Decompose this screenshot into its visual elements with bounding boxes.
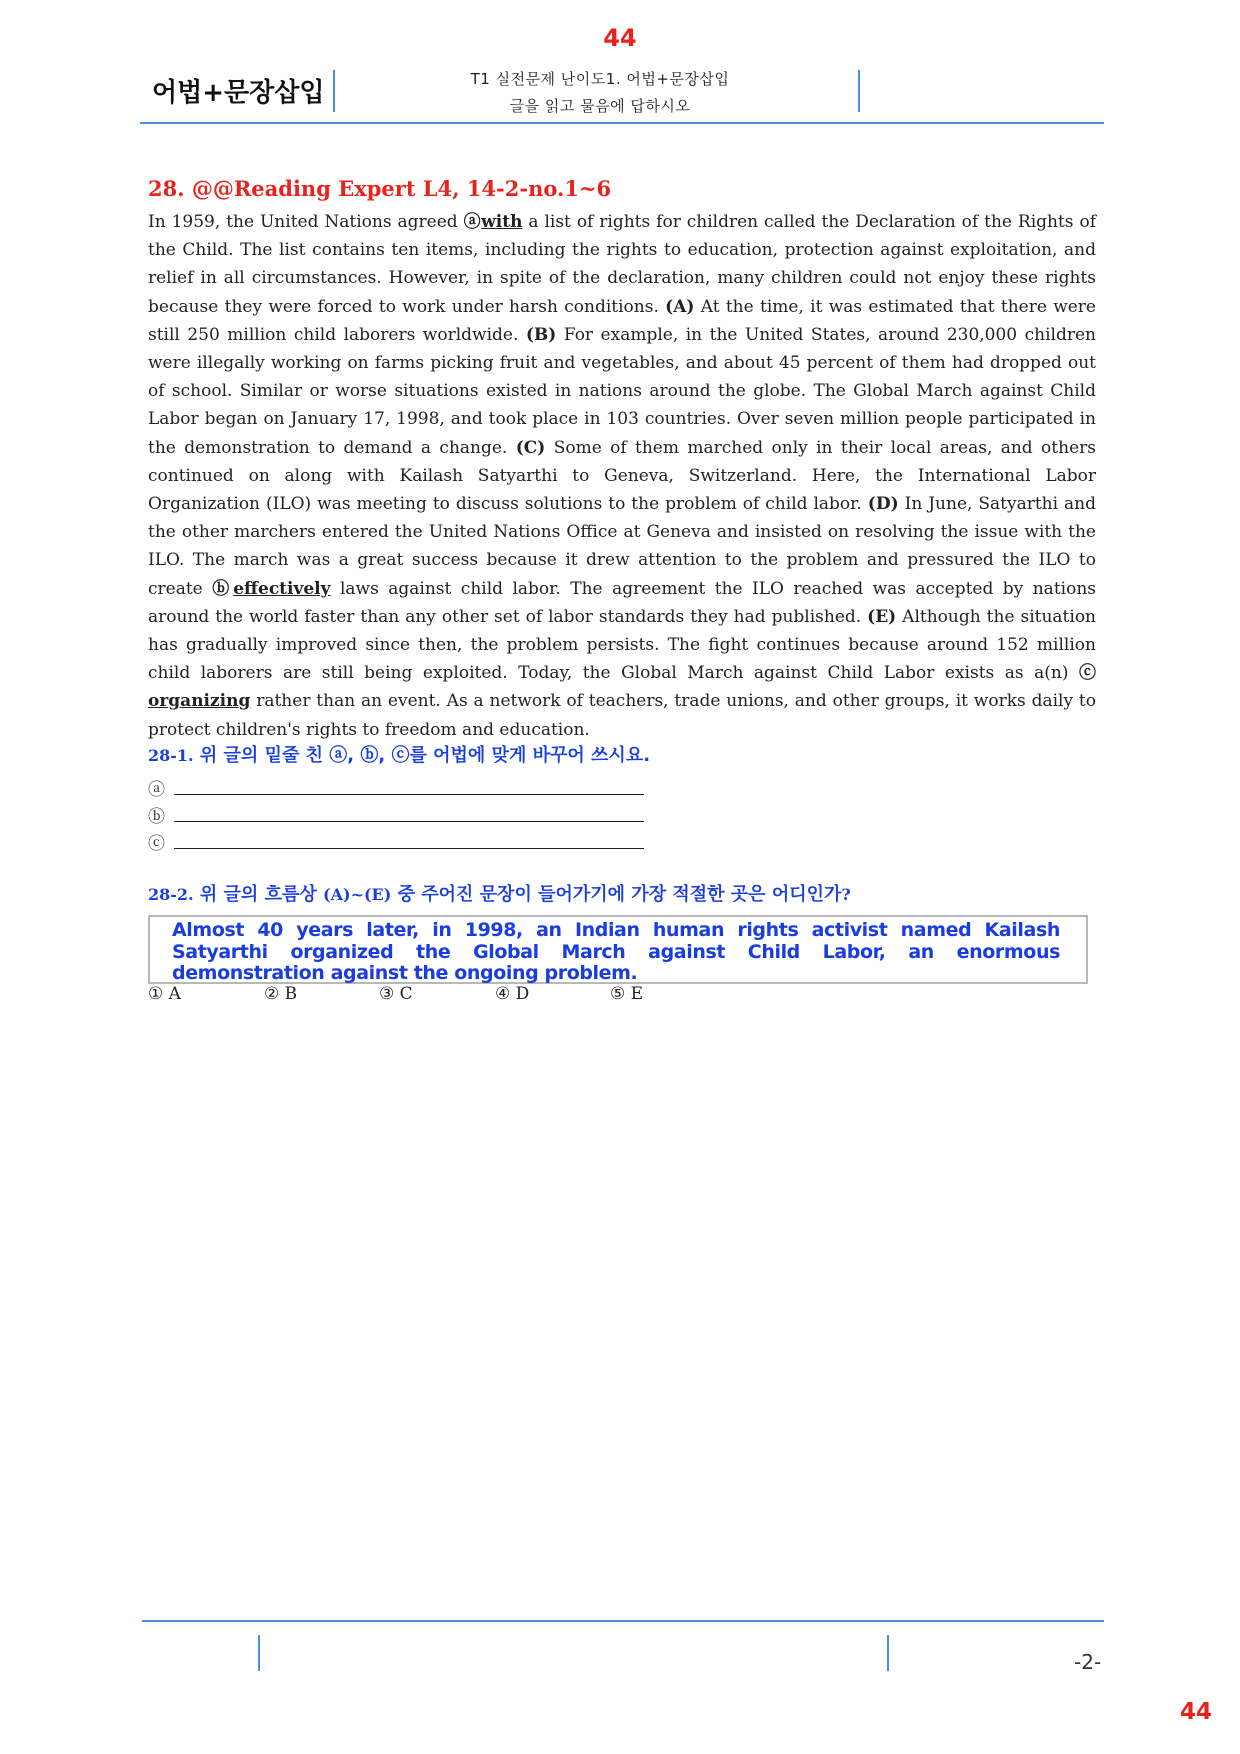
marker-C: (C) [515,437,546,458]
page-number-top: 44 [603,24,637,52]
page-number-bottom: 44 [1180,1699,1213,1725]
marker-E: (E) [867,606,897,627]
question-title: 28. @@Reading Expert L4, 14-2-no.1~6 [148,176,612,201]
header-subtitle-1: T1 실전문제 난이도1. 어법+문장삽입 [470,70,730,88]
marker-B: (B) [525,324,557,345]
header-divider-left [333,70,335,112]
underlined-word-a: with [481,212,523,232]
choice-4[interactable]: ④ D [495,984,530,1004]
footer-rule [142,1620,1104,1622]
footer-divider-right [887,1635,889,1671]
header-subtitle-2: 글을 읽고 물음에 답하시오 [509,97,691,115]
answer-line-b[interactable]: ⓑ [148,802,644,827]
mark-c: ⓒ [1079,663,1096,684]
choice-5[interactable]: ⑤ E [610,984,644,1004]
sub-question-2-number: 28-2. [148,885,194,904]
header-title: 어법+문장삽입 [152,78,325,108]
header-rule [140,122,1104,124]
underlined-word-b: effectively [233,578,331,599]
marker-A: (A) [665,296,695,317]
insert-sentence-box: Almost 40 years later, in 1998, an Indian human rights activist named Kailash Satyarthi organized the Global March against Child Labor, an enormous demonstration against the ongoing problem. [148,915,1088,984]
sub-question-1 [148,741,1096,767]
header-divider-right [858,70,860,112]
marker-D: (D) [867,494,899,515]
choice-3[interactable]: ③ C [379,984,413,1004]
choice-1[interactable]: ① A [148,984,181,1004]
underlined-word-c: organizing [148,691,251,712]
footer-divider-left [258,1635,260,1671]
answer-line-c[interactable]: ⓒ [148,829,644,854]
answer-line-a[interactable]: ⓐ [148,775,644,800]
mark-a: ⓐ [463,212,482,232]
reading-passage: In 1959, the United Nations agreed ⓐwith a list of rights for children called the Declaration of the Rights of the Child. The list contains ten items, including the rights to education, protection against exploitation, and relief in all circumstances. However, in spite of the declaration, many children could not enjoy these rights because they were forced to work under harsh conditions. (A) At the time, it was estimated that there were still 250 million child laborers worldwide. (B) For example, in the United States, around 230,000 children were illegally working on farms picking fruit and vegetables, and about 45 percent of them had dropped out of school. Similar or worse situations existed in nations around the globe. The Global March against Child Labor began on January 17, 1998, and took place in 103 countries. Over seven million people participated in the demonstration to demand a change. (C) Some of them marched only in their local areas, and others continued on along with Kailash Satyarthi to Geneva, Switzerland. Here, the International Labor Organization (ILO) was meeting to discuss solutions to the problem of child labor. (D) In June, Satyarthi and the other marchers entered the United Nations Office at Geneva and insisted on resolving the issue with the ILO. The march was a great success because it drew attention to the problem and pressured the ILO to create ⓑeffectively laws against child labor. The agreement the ILO reached was accepted by nations around the world faster than any other set of labor standards they had published. (E) Although the situation has gradually improved since then, the problem persists. The fight continues because around 152 million child laborers are still being exploited. Today, the Global March against Child Labor exists as a(n) ⓒ organizing rather than an event. As a network of teachers, trade unions, and other groups, it works daily to protect children's rights to freedom and education. [148,212,1096,740]
sub-question-1-number: 28-1. [148,746,194,765]
footer-page-label: -2- [1074,1650,1102,1674]
sub-question-1-text: 위 글의 밑줄 친 ⓐ, ⓑ, ⓒ를 어법에 맞게 바꾸어 쓰시요. [193,745,651,766]
mark-b: ⓑ [212,578,234,599]
sub-question-2: 28-2. 위 글의 흐름상 (A)~(E) 중 주어진 문장이 들어가기에 가장 적절한 곳은 어디인가? [148,884,851,905]
choice-2[interactable]: ② B [264,984,298,1004]
sub-question-2-range: (A)~(E) [323,885,392,904]
